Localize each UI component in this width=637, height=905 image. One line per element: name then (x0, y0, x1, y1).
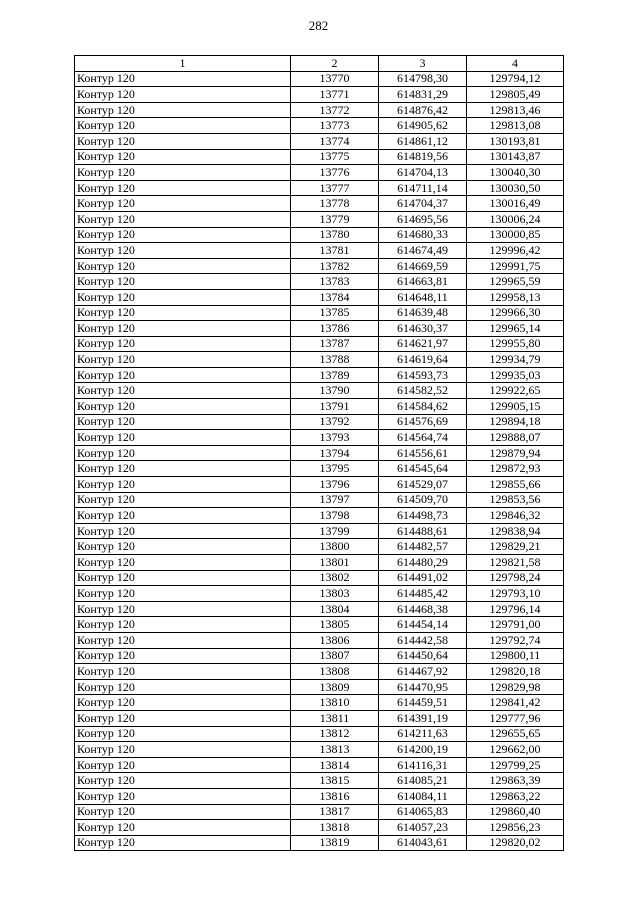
point-number-cell: 13792 (291, 414, 379, 430)
x-coordinate-cell: 614861,12 (379, 133, 467, 149)
x-coordinate-cell: 614556,61 (379, 445, 467, 461)
y-coordinate-cell: 129853,56 (467, 492, 564, 508)
x-coordinate-cell: 614467,92 (379, 664, 467, 680)
point-number-cell: 13771 (291, 87, 379, 103)
point-number-cell: 13789 (291, 367, 379, 383)
table-row (75, 430, 564, 446)
table-row (75, 679, 564, 695)
x-coordinate-cell: 614695,56 (379, 211, 467, 227)
table-row (75, 71, 564, 87)
contour-name-cell: Контур 120 (75, 321, 291, 337)
contour-name-cell: Контур 120 (75, 352, 291, 368)
x-coordinate-cell: 614043,61 (379, 835, 467, 851)
y-coordinate-cell: 129793,10 (467, 586, 564, 602)
contour-name-cell: Контур 120 (75, 180, 291, 196)
point-number-cell: 13779 (291, 211, 379, 227)
x-coordinate-cell: 614065,83 (379, 804, 467, 820)
x-coordinate-cell: 614529,07 (379, 477, 467, 493)
point-number-cell: 13818 (291, 820, 379, 836)
contour-name-cell: Контур 120 (75, 336, 291, 352)
y-coordinate-cell: 129888,07 (467, 430, 564, 446)
y-coordinate-cell: 129922,65 (467, 383, 564, 399)
column-header-4: 4 (467, 56, 564, 72)
table-row (75, 555, 564, 571)
point-number-cell: 13799 (291, 523, 379, 539)
y-coordinate-cell: 129935,03 (467, 367, 564, 383)
contour-name-cell: Контур 120 (75, 243, 291, 259)
point-number-cell: 13770 (291, 71, 379, 87)
contour-name-cell: Контур 120 (75, 461, 291, 477)
y-coordinate-cell: 130040,30 (467, 165, 564, 181)
point-number-cell: 13777 (291, 180, 379, 196)
x-coordinate-cell: 614663,81 (379, 274, 467, 290)
table-row (75, 352, 564, 368)
y-coordinate-cell: 130143,87 (467, 149, 564, 165)
point-number-cell: 13773 (291, 118, 379, 134)
y-coordinate-cell: 129800,11 (467, 648, 564, 664)
table-row (75, 726, 564, 742)
page-number: 282 (308, 18, 329, 33)
contour-name-cell: Контур 120 (75, 523, 291, 539)
table-row (75, 196, 564, 212)
x-coordinate-cell: 614819,56 (379, 149, 467, 165)
y-coordinate-cell: 130000,85 (467, 227, 564, 243)
contour-name-cell: Контур 120 (75, 149, 291, 165)
x-coordinate-cell: 614905,62 (379, 118, 467, 134)
y-coordinate-cell: 129794,12 (467, 71, 564, 87)
y-coordinate-cell: 129966,30 (467, 305, 564, 321)
contour-name-cell: Контур 120 (75, 664, 291, 680)
point-number-cell: 13802 (291, 570, 379, 586)
x-coordinate-cell: 614459,51 (379, 695, 467, 711)
point-number-cell: 13796 (291, 477, 379, 493)
point-number-cell: 13817 (291, 804, 379, 820)
table-row (75, 305, 564, 321)
x-coordinate-cell: 614498,73 (379, 508, 467, 524)
table-row (75, 601, 564, 617)
x-coordinate-cell: 614680,33 (379, 227, 467, 243)
table-row (75, 289, 564, 305)
contour-name-cell: Контур 120 (75, 601, 291, 617)
x-coordinate-cell: 614831,29 (379, 87, 467, 103)
x-coordinate-cell: 614704,13 (379, 165, 467, 181)
contour-name-cell: Контур 120 (75, 492, 291, 508)
point-number-cell: 13800 (291, 539, 379, 555)
table-row (75, 165, 564, 181)
table-row (75, 632, 564, 648)
point-number-cell: 13809 (291, 679, 379, 695)
x-coordinate-cell: 614391,19 (379, 710, 467, 726)
table-row (75, 399, 564, 415)
point-number-cell: 13774 (291, 133, 379, 149)
contour-name-cell: Контур 120 (75, 648, 291, 664)
table-row (75, 383, 564, 399)
point-number-cell: 13776 (291, 165, 379, 181)
table-body (75, 71, 564, 851)
coordinates-table (74, 55, 564, 851)
point-number-cell: 13785 (291, 305, 379, 321)
table-row (75, 539, 564, 555)
contour-name-cell: Контур 120 (75, 414, 291, 430)
x-coordinate-cell: 614564,74 (379, 430, 467, 446)
table-row (75, 461, 564, 477)
point-number-cell: 13794 (291, 445, 379, 461)
point-number-cell: 13788 (291, 352, 379, 368)
point-number-cell: 13798 (291, 508, 379, 524)
x-coordinate-cell: 614491,02 (379, 570, 467, 586)
point-number-cell: 13811 (291, 710, 379, 726)
x-coordinate-cell: 614084,11 (379, 788, 467, 804)
x-coordinate-cell: 614630,37 (379, 321, 467, 337)
column-header-1: 1 (75, 56, 291, 72)
x-coordinate-cell: 614085,21 (379, 773, 467, 789)
x-coordinate-cell: 614876,42 (379, 102, 467, 118)
x-coordinate-cell: 614619,64 (379, 352, 467, 368)
y-coordinate-cell: 129965,59 (467, 274, 564, 290)
x-coordinate-cell: 614509,70 (379, 492, 467, 508)
table-row (75, 820, 564, 836)
x-coordinate-cell: 614200,19 (379, 742, 467, 758)
table-row (75, 586, 564, 602)
table-row (75, 274, 564, 290)
x-coordinate-cell: 614454,14 (379, 617, 467, 633)
contour-name-cell: Контур 120 (75, 211, 291, 227)
y-coordinate-cell: 129838,94 (467, 523, 564, 539)
point-number-cell: 13812 (291, 726, 379, 742)
contour-name-cell: Контур 120 (75, 710, 291, 726)
y-coordinate-cell: 129872,93 (467, 461, 564, 477)
y-coordinate-cell: 129894,18 (467, 414, 564, 430)
y-coordinate-cell: 129846,32 (467, 508, 564, 524)
contour-name-cell: Контур 120 (75, 586, 291, 602)
table-row (75, 102, 564, 118)
table-row (75, 211, 564, 227)
x-coordinate-cell: 614593,73 (379, 367, 467, 383)
x-coordinate-cell: 614057,23 (379, 820, 467, 836)
column-header-3: 3 (379, 56, 467, 72)
y-coordinate-cell: 129791,00 (467, 617, 564, 633)
contour-name-cell: Контур 120 (75, 804, 291, 820)
contour-name-cell: Контур 120 (75, 539, 291, 555)
table-row (75, 149, 564, 165)
contour-name-cell: Контур 120 (75, 102, 291, 118)
point-number-cell: 13791 (291, 399, 379, 415)
y-coordinate-cell: 129829,21 (467, 539, 564, 555)
x-coordinate-cell: 614648,11 (379, 289, 467, 305)
contour-name-cell: Контур 120 (75, 367, 291, 383)
y-coordinate-cell: 129856,23 (467, 820, 564, 836)
contour-name-cell: Контур 120 (75, 133, 291, 149)
table-row (75, 617, 564, 633)
contour-name-cell: Контур 120 (75, 289, 291, 305)
y-coordinate-cell: 129991,75 (467, 258, 564, 274)
x-coordinate-cell: 614545,64 (379, 461, 467, 477)
contour-name-cell: Контур 120 (75, 305, 291, 321)
y-coordinate-cell: 130006,24 (467, 211, 564, 227)
y-coordinate-cell: 129662,00 (467, 742, 564, 758)
point-number-cell: 13808 (291, 664, 379, 680)
point-number-cell: 13807 (291, 648, 379, 664)
table-row (75, 835, 564, 851)
table-row (75, 367, 564, 383)
x-coordinate-cell: 614480,29 (379, 555, 467, 571)
y-coordinate-cell: 129813,08 (467, 118, 564, 134)
table-row (75, 445, 564, 461)
table-row (75, 492, 564, 508)
table-row (75, 227, 564, 243)
table-row (75, 570, 564, 586)
x-coordinate-cell: 614582,52 (379, 383, 467, 399)
y-coordinate-cell: 130193,81 (467, 133, 564, 149)
point-number-cell: 13781 (291, 243, 379, 259)
y-coordinate-cell: 129820,02 (467, 835, 564, 851)
y-coordinate-cell: 129958,13 (467, 289, 564, 305)
point-number-cell: 13793 (291, 430, 379, 446)
point-number-cell: 13815 (291, 773, 379, 789)
contour-name-cell: Контур 120 (75, 274, 291, 290)
table-row (75, 508, 564, 524)
x-coordinate-cell: 614711,14 (379, 180, 467, 196)
point-number-cell: 13787 (291, 336, 379, 352)
table-row (75, 321, 564, 337)
x-coordinate-cell: 614116,31 (379, 757, 467, 773)
table-row (75, 773, 564, 789)
table-row (75, 133, 564, 149)
y-coordinate-cell: 129965,14 (467, 321, 564, 337)
point-number-cell: 13775 (291, 149, 379, 165)
table-row (75, 710, 564, 726)
contour-name-cell: Контур 120 (75, 695, 291, 711)
table-row (75, 87, 564, 103)
table-row (75, 648, 564, 664)
contour-name-cell: Контур 120 (75, 165, 291, 181)
x-coordinate-cell: 614442,58 (379, 632, 467, 648)
x-coordinate-cell: 614485,42 (379, 586, 467, 602)
y-coordinate-cell: 129860,40 (467, 804, 564, 820)
x-coordinate-cell: 614704,37 (379, 196, 467, 212)
table-row (75, 757, 564, 773)
contour-name-cell: Контур 120 (75, 679, 291, 695)
table-row (75, 243, 564, 259)
table-row (75, 118, 564, 134)
y-coordinate-cell: 129955,80 (467, 336, 564, 352)
contour-name-cell: Контур 120 (75, 445, 291, 461)
point-number-cell: 13813 (291, 742, 379, 758)
y-coordinate-cell: 129841,42 (467, 695, 564, 711)
header-row (75, 56, 564, 72)
contour-name-cell: Контур 120 (75, 632, 291, 648)
table-row (75, 742, 564, 758)
contour-name-cell: Контур 120 (75, 430, 291, 446)
contour-name-cell: Контур 120 (75, 477, 291, 493)
contour-name-cell: Контур 120 (75, 71, 291, 87)
x-coordinate-cell: 614584,62 (379, 399, 467, 415)
y-coordinate-cell: 129905,15 (467, 399, 564, 415)
x-coordinate-cell: 614470,95 (379, 679, 467, 695)
table-row (75, 477, 564, 493)
table-row (75, 804, 564, 820)
contour-name-cell: Контур 120 (75, 383, 291, 399)
contour-name-cell: Контур 120 (75, 742, 291, 758)
point-number-cell: 13783 (291, 274, 379, 290)
point-number-cell: 13786 (291, 321, 379, 337)
y-coordinate-cell: 129796,14 (467, 601, 564, 617)
point-number-cell: 13805 (291, 617, 379, 633)
x-coordinate-cell: 614468,38 (379, 601, 467, 617)
x-coordinate-cell: 614621,97 (379, 336, 467, 352)
contour-name-cell: Контур 120 (75, 820, 291, 836)
x-coordinate-cell: 614639,48 (379, 305, 467, 321)
point-number-cell: 13801 (291, 555, 379, 571)
contour-name-cell: Контур 120 (75, 773, 291, 789)
table-row (75, 523, 564, 539)
contour-name-cell: Контур 120 (75, 617, 291, 633)
y-coordinate-cell: 129855,66 (467, 477, 564, 493)
x-coordinate-cell: 614798,30 (379, 71, 467, 87)
x-coordinate-cell: 614211,63 (379, 726, 467, 742)
contour-name-cell: Контур 120 (75, 399, 291, 415)
y-coordinate-cell: 129813,46 (467, 102, 564, 118)
point-number-cell: 13803 (291, 586, 379, 602)
y-coordinate-cell: 129879,94 (467, 445, 564, 461)
contour-name-cell: Контур 120 (75, 555, 291, 571)
point-number-cell: 13782 (291, 258, 379, 274)
x-coordinate-cell: 614450,64 (379, 648, 467, 664)
table-row (75, 258, 564, 274)
y-coordinate-cell: 129829,98 (467, 679, 564, 695)
contour-name-cell: Контур 120 (75, 258, 291, 274)
y-coordinate-cell: 129798,24 (467, 570, 564, 586)
y-coordinate-cell: 129820,18 (467, 664, 564, 680)
table-row (75, 180, 564, 196)
y-coordinate-cell: 129863,22 (467, 788, 564, 804)
point-number-cell: 13816 (291, 788, 379, 804)
contour-name-cell: Контур 120 (75, 508, 291, 524)
point-number-cell: 13795 (291, 461, 379, 477)
table-row (75, 664, 564, 680)
table-row (75, 788, 564, 804)
y-coordinate-cell: 129863,39 (467, 773, 564, 789)
y-coordinate-cell: 129996,42 (467, 243, 564, 259)
point-number-cell: 13806 (291, 632, 379, 648)
point-number-cell: 13810 (291, 695, 379, 711)
point-number-cell: 13814 (291, 757, 379, 773)
point-number-cell: 13778 (291, 196, 379, 212)
table-row (75, 336, 564, 352)
x-coordinate-cell: 614674,49 (379, 243, 467, 259)
y-coordinate-cell: 129821,58 (467, 555, 564, 571)
contour-name-cell: Контур 120 (75, 87, 291, 103)
point-number-cell: 13797 (291, 492, 379, 508)
table-row (75, 695, 564, 711)
x-coordinate-cell: 614576,69 (379, 414, 467, 430)
point-number-cell: 13772 (291, 102, 379, 118)
table-header (75, 56, 564, 72)
table-row (75, 414, 564, 430)
y-coordinate-cell: 129805,49 (467, 87, 564, 103)
contour-name-cell: Контур 120 (75, 726, 291, 742)
point-number-cell: 13784 (291, 289, 379, 305)
y-coordinate-cell: 129777,96 (467, 710, 564, 726)
contour-name-cell: Контур 120 (75, 570, 291, 586)
column-header-2: 2 (291, 56, 379, 72)
x-coordinate-cell: 614482,57 (379, 539, 467, 555)
y-coordinate-cell: 129655,65 (467, 726, 564, 742)
point-number-cell: 13804 (291, 601, 379, 617)
contour-name-cell: Контур 120 (75, 788, 291, 804)
point-number-cell: 13790 (291, 383, 379, 399)
y-coordinate-cell: 129792,74 (467, 632, 564, 648)
x-coordinate-cell: 614669,59 (379, 258, 467, 274)
y-coordinate-cell: 130016,49 (467, 196, 564, 212)
x-coordinate-cell: 614488,61 (379, 523, 467, 539)
contour-name-cell: Контур 120 (75, 835, 291, 851)
point-number-cell: 13780 (291, 227, 379, 243)
contour-name-cell: Контур 120 (75, 227, 291, 243)
contour-name-cell: Контур 120 (75, 757, 291, 773)
point-number-cell: 13819 (291, 835, 379, 851)
y-coordinate-cell: 130030,50 (467, 180, 564, 196)
contour-name-cell: Контур 120 (75, 118, 291, 134)
contour-name-cell: Контур 120 (75, 196, 291, 212)
y-coordinate-cell: 129934,79 (467, 352, 564, 368)
y-coordinate-cell: 129799,25 (467, 757, 564, 773)
